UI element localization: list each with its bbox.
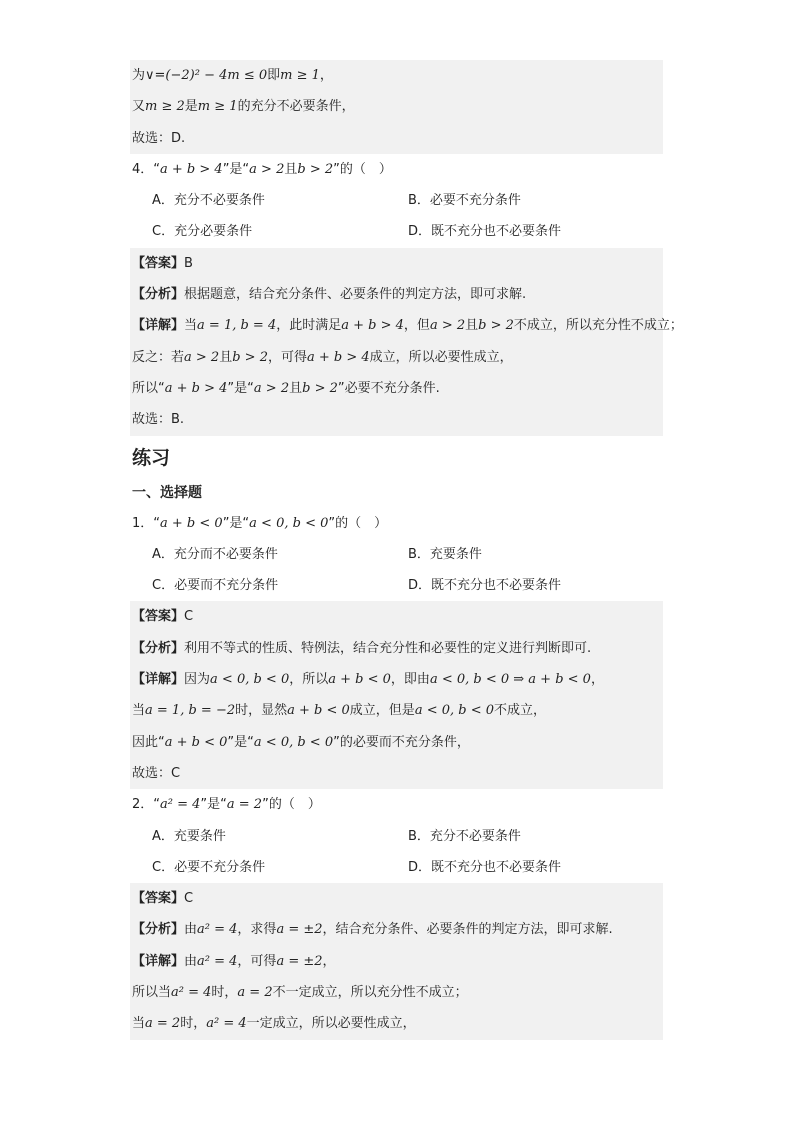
question-4-options-ab [130,185,663,216]
question-1-options-ab [130,539,663,570]
question-1-analysis: 【分析】利用不等式的性质、特例法，结合充分性和必要性的定义进行判断即可. [130,633,663,664]
section-subtitle: 一、选择题 [132,484,202,501]
option-c: C．必要不充分条件 [152,859,266,875]
option-b: B．充要条件 [408,546,482,562]
option-c: C．充分必要条件 [152,224,253,240]
option-d: D．既不充分也不必要条件 [408,224,562,240]
question-2-detail-3: 当a = 2时，a² = 4一定成立，所以必要性成立， [130,1008,663,1039]
prev-solution-line-1: 为∨=(−2)² − 4m ≤ 0即m ≥ 1， [130,60,663,91]
question-4-detail-1: 【详解】当a = 1, b = 4，此时满足a + b > 4，但a > 2且b > 2不成立，所以充分性不成立； [130,310,663,341]
question-2-stem: 2．“a² = 4”是“a = 2”的（ ） [132,797,321,813]
question-2-options-cd [130,852,663,883]
question-1-detail-2: 当a = 1, b = −2时，显然a + b < 0成立，但是a < 0, b < 0不成立， [130,695,663,726]
question-1-detail-1: 【详解】因为a < 0, b < 0，所以a + b < 0，即由a < 0, b < 0 ⇒ a + b < 0， [130,664,663,695]
question-4-analysis: 【分析】根据题意，结合充分条件、必要条件的判定方法，即可求解. [130,279,663,310]
question-4-options-cd [130,216,663,247]
option-a: A．充分而不必要条件 [152,546,278,562]
option-a: A．充分不必要条件 [152,193,265,209]
question-4-detail-3: 所以“a + b > 4”是“a > 2且b > 2”必要不充分条件. [130,373,663,404]
question-4-stem: 4．“a + b > 4”是“a > 2且b > 2”的（ ） [132,161,392,177]
option-b: B．充分不必要条件 [408,828,521,844]
question-1-stem: 1．“a + b < 0”是“a < 0, b < 0”的（ ） [132,515,388,531]
question-1-detail-3: 因此“a + b < 0”是“a < 0, b < 0”的必要而不充分条件， [130,727,663,758]
prev-solution-choice: 故选：D. [130,123,663,154]
question-2-detail-2: 所以当a² = 4时，a = 2不一定成立，所以充分性不成立； [130,977,663,1008]
prev-solution-line-2: 又m ≥ 2是m ≥ 1的充分不必要条件， [130,91,663,122]
question-2-detail-1: 【详解】由a² = 4，可得a = ±2， [130,946,663,977]
question-4-answer: 【答案】B [130,248,663,279]
question-1-detail-choice: 故选：C [130,758,663,789]
question-2-analysis: 【分析】由a² = 4，求得a = ±2，结合充分条件、必要条件的判定方法，即可求解. [130,914,663,945]
option-d: D．既不充分也不必要条件 [408,578,562,594]
document-page [130,60,683,1040]
option-c: C．必要而不充分条件 [152,578,279,594]
option-d: D．既不充分也不必要条件 [408,859,562,875]
question-1-options-cd [130,570,663,601]
option-a: A．充要条件 [152,828,226,844]
question-1-answer: 【答案】C [130,601,663,632]
section-title: 练习 [132,446,171,469]
question-2-options-ab [130,821,663,852]
question-4-detail-2: 反之：若a > 2且b > 2，可得a + b > 4成立，所以必要性成立， [130,342,663,373]
question-2-answer: 【答案】C [130,883,663,914]
option-b: B．必要不充分条件 [408,193,521,209]
question-4-detail-choice: 故选：B. [130,404,663,435]
